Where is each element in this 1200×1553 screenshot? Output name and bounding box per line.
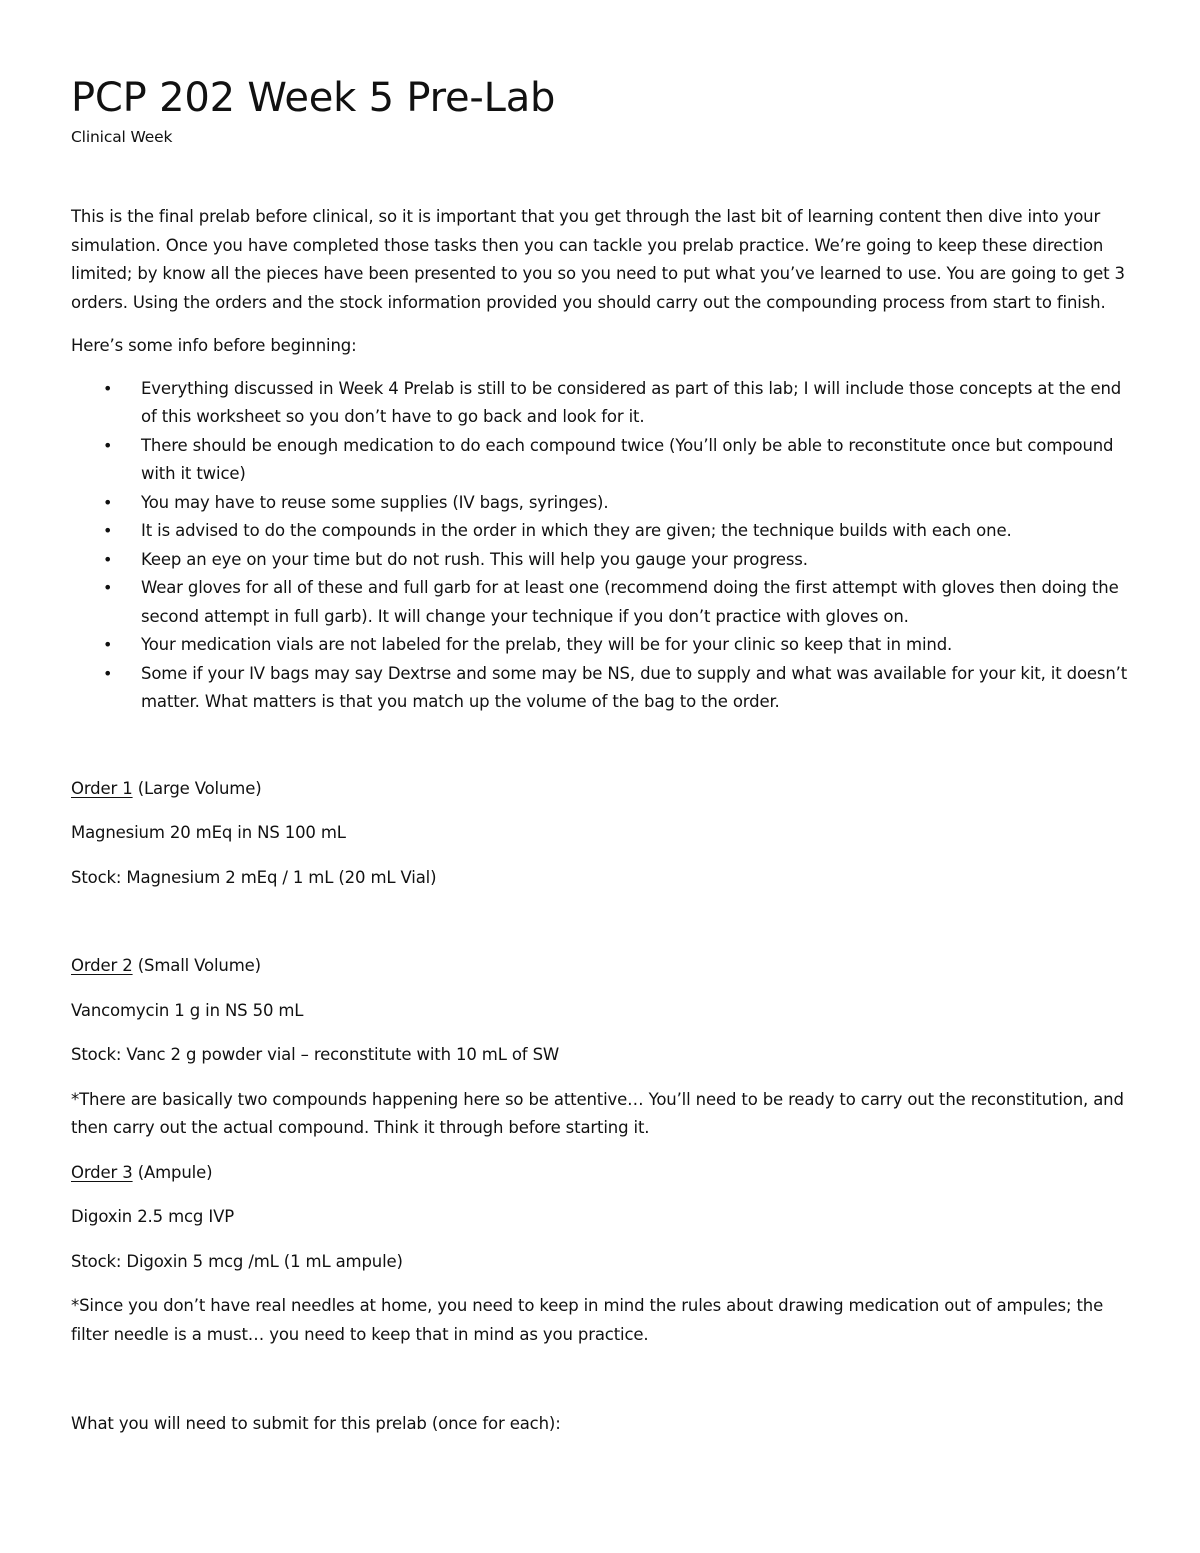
order-1-drug: Magnesium 20 mEq in NS 100 mL bbox=[71, 823, 346, 842]
intro-paragraph: This is the final prelab before clinical, so it is important that you get through the last bit of learning content then dive into your simulation. Once you have completed those tasks then you can tackle you prelab practice. We’re going to keep these direction limited; by know all the pieces have been presented to you so you need to put what you’ve learned to use. You are going to get 3 orders. Using the orders and the stock information provided you should carry out the compounding process from start to finish. bbox=[71, 207, 1125, 312]
bullet-item: • Some if your IV bags may say Dextrse and some may be NS, due to supply and what was available for your kit, it doesn’t matter. What matters is that you match up the volume of the bag to the order. bbox=[71, 660, 1131, 717]
order-2-type: (Small Volume) bbox=[137, 956, 261, 975]
info-bullet-list bbox=[71, 375, 1131, 717]
bullet-icon: • bbox=[103, 578, 113, 597]
submit-heading: What you will need to submit for this prelab (once for each): bbox=[71, 1414, 561, 1433]
order-3-note: *Since you don’t have real needles at home, you need to keep in mind the rules about drawing medication out of ampules; the filter needle is a must… you need to keep that in mind as you practice. bbox=[71, 1296, 1104, 1344]
bullet-icon: • bbox=[103, 435, 113, 455]
bullet-icon: • bbox=[103, 635, 113, 654]
order-1-type: (Large Volume) bbox=[137, 778, 262, 798]
bullet-icon: • bbox=[103, 549, 113, 569]
order-1-label: Order 1 bbox=[71, 778, 133, 798]
document-title: PCP 202 Week 5 Pre-Lab bbox=[71, 75, 556, 121]
order-3-drug: Digoxin 2.5 mcg IVP bbox=[71, 1207, 235, 1226]
bullet-item: • Keep an eye on your time but do not rush. This will help you gauge your progress. bbox=[71, 546, 1131, 575]
order-1-heading bbox=[71, 775, 1131, 804]
bullet-item: • Everything discussed in Week 4 Prelab is still to be considered as part of this lab; I will include those concepts at the end of this worksheet so you don’t have to go back and look for it. bbox=[71, 375, 1131, 432]
bullet-icon: • bbox=[103, 378, 113, 398]
bullet-item: • Wear gloves for all of these and full garb for at least one (recommend doing the first attempt with gloves then doing the second attempt in full garb). It will change your technique if you don’t practice with gloves on. bbox=[71, 574, 1131, 631]
bullet-item: • Your medication vials are not labeled for the prelab, they will be for your clinic so keep that in mind. bbox=[71, 631, 1131, 660]
bullet-item: • There should be enough medication to do each compound twice (You’ll only be able to reconstitute once but compound with it twice) bbox=[71, 432, 1131, 489]
bullet-icon: • bbox=[103, 663, 113, 683]
order-3-type: (Ampule) bbox=[137, 1162, 213, 1182]
bullet-icon: • bbox=[103, 492, 113, 512]
document-subtitle: Clinical Week bbox=[71, 128, 173, 146]
order-1-stock: Stock: Magnesium 2 mEq / 1 mL (20 mL Vial) bbox=[71, 867, 437, 887]
order-2-stock: Stock: Vanc 2 g powder vial – reconstitute with 10 mL of SW bbox=[71, 1045, 560, 1064]
order-2-drug: Vancomycin 1 g in NS 50 mL bbox=[71, 1000, 304, 1020]
bullet-item: • It is advised to do the compounds in the order in which they are given; the technique builds with each one. bbox=[71, 517, 1131, 546]
bullet-item: • You may have to reuse some supplies (IV bags, syringes). bbox=[71, 489, 1131, 518]
bullet-icon: • bbox=[103, 521, 113, 540]
order-2-heading bbox=[71, 952, 1131, 981]
document-page bbox=[71, 70, 1131, 1439]
order-2-note: *There are basically two compounds happening here so be attentive… You’ll need to be ready to carry out the reconstitution, and then carry out the actual compound. Think it through before starting it. bbox=[71, 1089, 1124, 1137]
order-3-stock: Stock: Digoxin 5 mcg /mL (1 mL ampule) bbox=[71, 1251, 403, 1271]
info-heading: Here’s some info before beginning: bbox=[71, 336, 357, 355]
order-3-heading bbox=[71, 1159, 1131, 1188]
order-3-label: Order 3 bbox=[71, 1162, 133, 1182]
order-2-label: Order 2 bbox=[71, 956, 133, 975]
